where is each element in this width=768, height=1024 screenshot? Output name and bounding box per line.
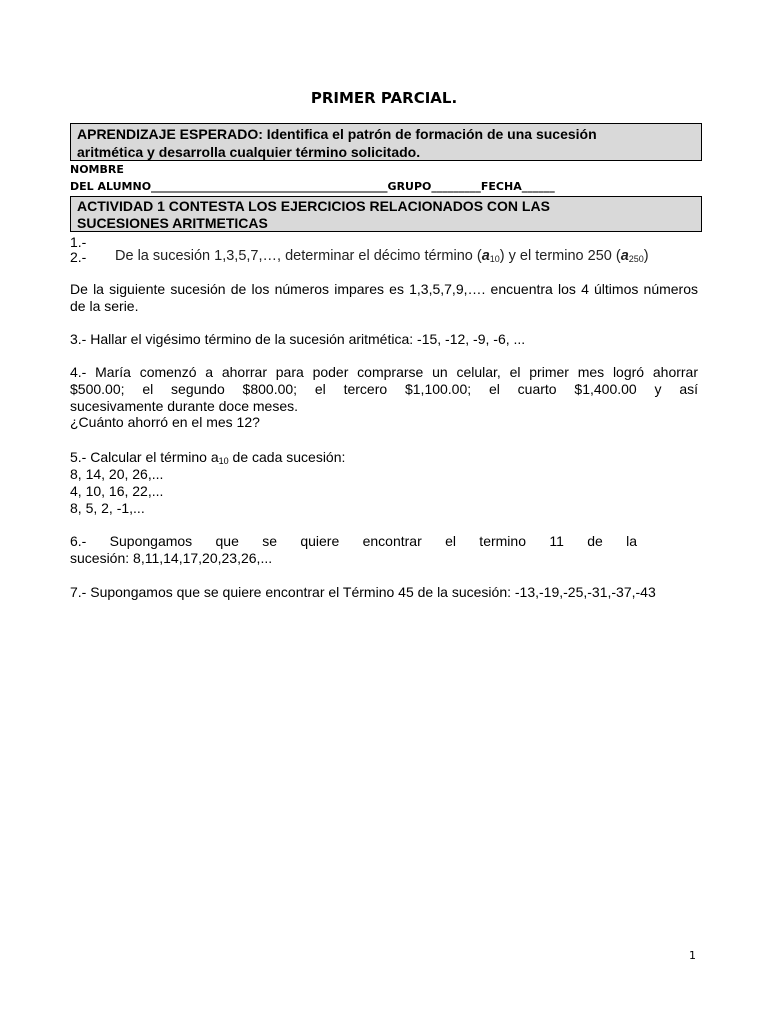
sub-10-e5: 10	[218, 456, 229, 466]
exercise-5-seq-3: 8, 5, 2, -1,...	[70, 500, 145, 516]
exercise-6-line-1: 6.- Supongamos que se quiere encontrar el termino 11 de la	[70, 533, 638, 549]
actividad-line-2: SUCESIONES ARITMETICAS	[77, 214, 268, 231]
exercise-2-intro: De la sucesión 1,3,5,7,…, determinar el décimo término (	[115, 248, 482, 264]
exercise-5-intro-b: de cada sucesión:	[228, 449, 346, 465]
exercise-4-line-1: 4.- María comenzó a ahorrar para poder comprarse un celular, el primer mes logró ahorrar	[70, 364, 698, 380]
exercise-4-line-2: $500.00; el segundo $800.00; el tercero $1,100.00; el cuarto $1,400.00 y así	[70, 381, 698, 397]
aprendizaje-line-1: APRENDIZAJE ESPERADO: Identifica el patrón de formación de una sucesión	[77, 126, 597, 142]
exercise-2-text	[115, 248, 649, 264]
sub-10: 10	[489, 254, 500, 264]
actividad-box	[70, 196, 702, 232]
sub-250: 250	[628, 254, 644, 264]
exercise-5-seq-1: 8, 14, 20, 26,...	[70, 466, 164, 482]
a-symbol: a	[481, 248, 490, 264]
a-symbol-2: a	[620, 248, 629, 264]
exercise-5-seq-2: 4, 10, 16, 22,...	[70, 483, 164, 499]
exercise-4-question: ¿Cuánto ahorró en el mes 12?	[70, 414, 260, 430]
exercise-2-mid: ) y el termino 250 (	[499, 248, 621, 264]
exercise-4-line-3: sucesivamente durante doce meses.	[70, 398, 299, 414]
aprendizaje-line-2: aritmética y desarrolla cualquier término solicitado.	[77, 144, 421, 160]
exercise-2-end: )	[643, 248, 649, 264]
actividad-line-1: ACTIVIDAD 1 CONTESTA LOS EJERCICIOS RELACIONADOS CON LAS	[77, 198, 550, 214]
aprendizaje-box	[70, 123, 702, 161]
impares-paragraph: De la siguiente sucesión de los números impares es 1,3,5,7,9,…. encuentra los 4 últimos números de la serie.	[70, 281, 698, 314]
alumno-line: DEL ALUMNO___________________________________________GRUPO_________FECHA______	[70, 180, 555, 193]
exercise-3: 3.- Hallar el vigésimo término de la sucesión aritmética: -15, -12, -9, -6, ...	[70, 331, 526, 347]
exercise-1-label: 1.-	[70, 234, 87, 250]
exercise-7: 7.- Supongamos que se quiere encontrar el Término 45 de la sucesión: -13,-19,-25,-31,-37,-43	[70, 584, 656, 600]
exercise-6-line-2: sucesión: 8,11,14,17,20,23,26,...	[70, 550, 273, 566]
exercise-5-intro-a: 5.- Calcular el término a	[70, 449, 219, 465]
nombre-label: NOMBRE	[70, 163, 124, 176]
exercise-2-label: 2.-	[70, 249, 87, 265]
page-title: PRIMER PARCIAL.	[310, 89, 458, 107]
page-number: 1	[689, 949, 696, 962]
